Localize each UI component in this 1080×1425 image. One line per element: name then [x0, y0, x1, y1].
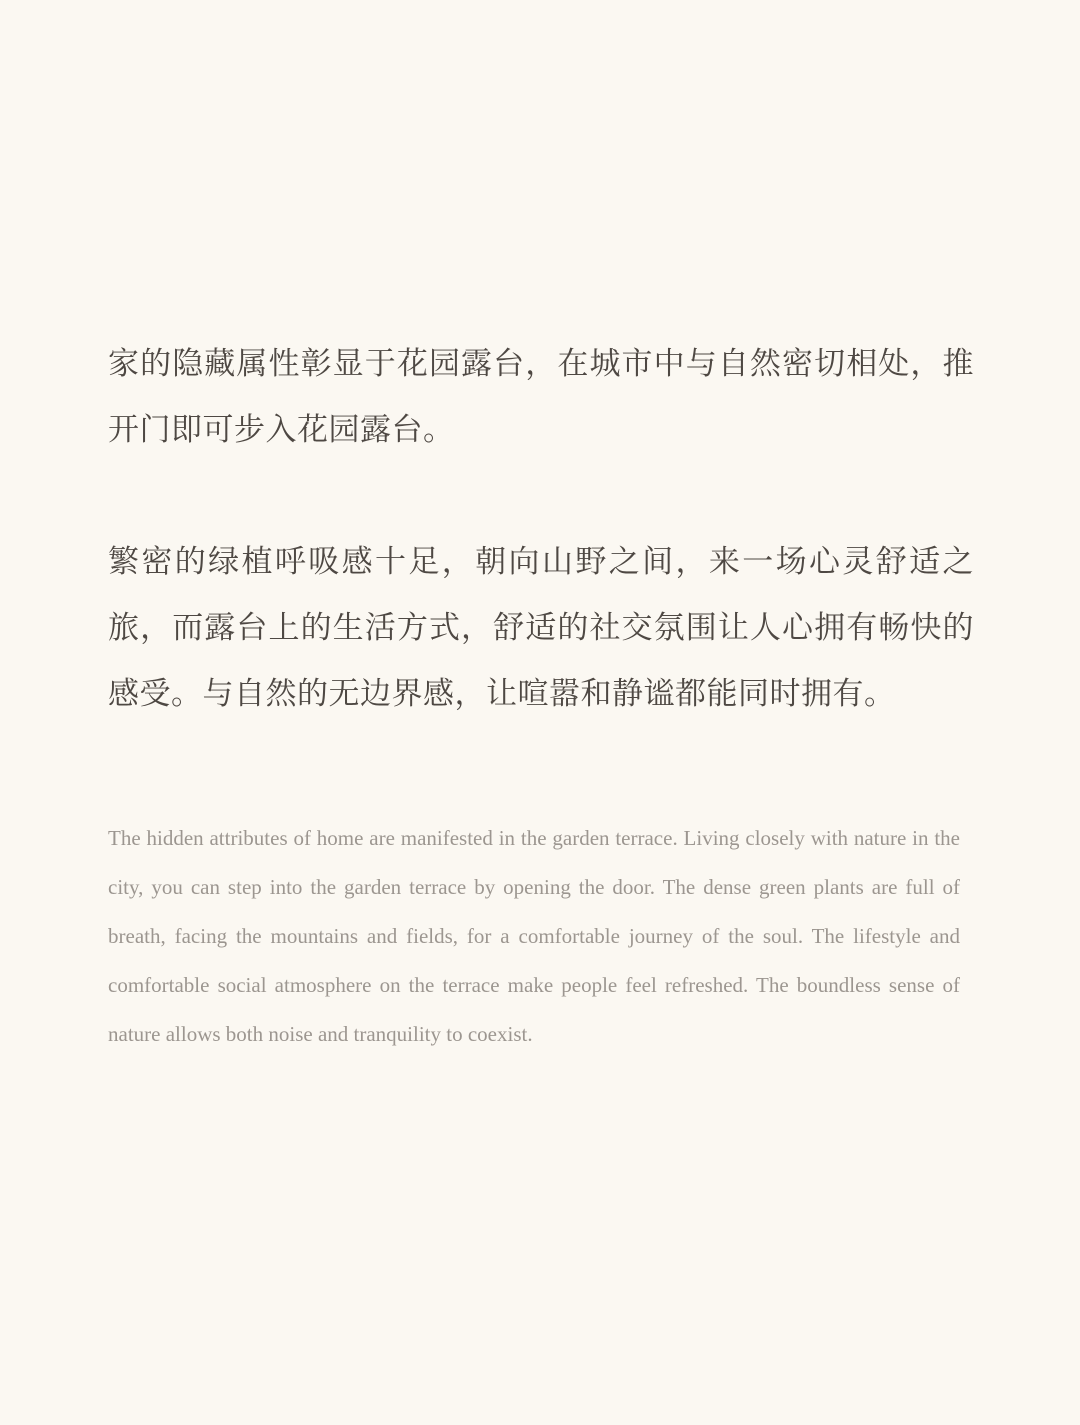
chinese-paragraph-1: 家的隐藏属性彰显于花园露台，在城市中与自然密切相处，推开门即可步入花园露台。	[108, 346, 974, 448]
chinese-paragraph-2: 繁密的绿植呼吸感十足，朝向山野之间，来一场心灵舒适之旅，而露台上的生活方式，舒适的社交氛围让人心拥有畅快的感受。与自然的无边界感，让喧嚣和静谧都能同时拥有。	[108, 544, 974, 712]
english-paragraph: The hidden attributes of home are manifested in the garden terrace. Living closely with nature in the city, you can step into the garden terrace by opening the door. The dense green plants are full of breath, facing the mountains and fields, for a comfortable journey of the soul. The lifestyle and comfortable social atmosphere on the terrace make people feel refreshed. The boundless sense of nature allows both noise and tranquility to coexist.	[108, 826, 960, 1046]
